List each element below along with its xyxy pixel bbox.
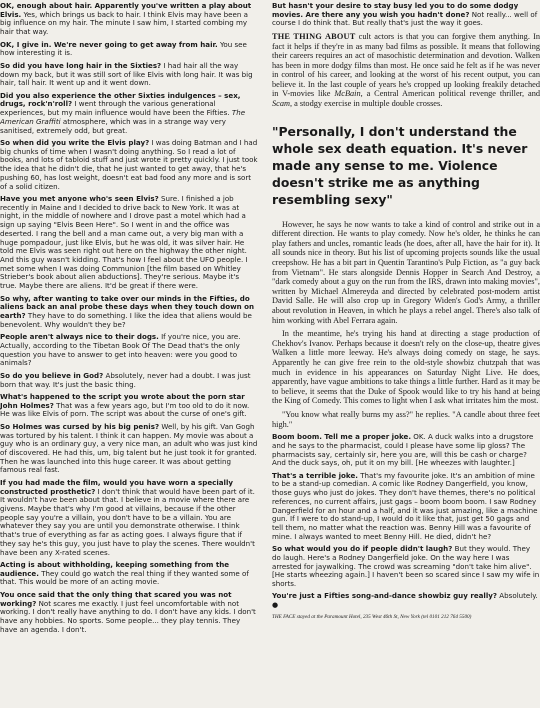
qa-item bbox=[272, 545, 540, 589]
qa-item bbox=[0, 295, 258, 330]
question: So when did you write the Elvis play? bbox=[0, 138, 150, 148]
question: But hasn't your desire to stay busy led you to do some dodgy movies. Are there any you wish you hadn't done? bbox=[272, 1, 519, 19]
qa-item bbox=[0, 372, 258, 389]
question: OK, I give in. We're never going to get away from hair. bbox=[0, 39, 218, 49]
answer: Well, by his gift. Van Gogh was tortured by his talent. I think it can happen. My movie was about a guy who is an ordinary guy, a very nice man, an adult who was just kind of discovered. He had this, um, big talent but he just took it for granted. Then he was launched into this huge career. It was about getting famous real fast. bbox=[0, 421, 258, 475]
answer: OK. A duck walks into a drugstore and he says to the pharmacist, could I please have some lip gloss? The pharmacists say, certainly sir, here you are, will this be cash or charge? And the duck says, oh, put it on my bill. [He wheezes with laughter.] bbox=[272, 432, 534, 468]
qa-item bbox=[0, 195, 258, 291]
qa-item bbox=[0, 92, 258, 136]
question: So what would you do if people didn't laugh? bbox=[272, 544, 453, 554]
answer: Not really... well of course I do think that. But really that's just the way it goes. bbox=[272, 9, 538, 28]
question: Boom boom. Tell me a proper joke. bbox=[272, 432, 412, 442]
right-column bbox=[272, 0, 540, 708]
answer: Absolutely. bbox=[499, 591, 538, 601]
question: People aren't always nice to their dogs. bbox=[0, 332, 159, 342]
body-paragraph bbox=[272, 32, 540, 109]
answer: Absolutely, never had a doubt. I was just born that way. It's just the basic thing. bbox=[0, 370, 251, 389]
paragraph-text: , a Central American political revenge thriller, and bbox=[360, 89, 540, 99]
answer: Sure. I finished a job recently in Maine and I decided to drive back to New York. It was at night, in the middle of nowhere and I drove past a motel which had a sign up saying "Elvis Been Here". So I went in and the office was deserted. I rang the bell and a man came out, a very big man with a huge pompadour, just like Elvis, but he was old, it was silver hair. He told me Elvis was seen right out here on the highway the other night. And this guy wasn't kidding. That's how I feel about the UFO people. I met some when I was doing Communion [the film based on Whitley Strieber's book about alien abductions]. They're serious. Maybe it's true. Maybe there are aliens. It'd be great if there were. bbox=[0, 194, 248, 291]
answer: They have to do something. I like the idea that aliens would be benevolent. Why wouldn't they be? bbox=[0, 310, 252, 329]
paragraph-text: "You know what really burns my ass?" he replies. "A candle about three feet high." bbox=[272, 409, 540, 429]
qa-item bbox=[272, 592, 540, 609]
question: So did you have long hair in the Sixties? bbox=[0, 60, 162, 70]
question: Have you met anyone who's seen Elvis? bbox=[0, 194, 159, 204]
body-paragraph bbox=[272, 410, 540, 429]
qa-item bbox=[0, 561, 258, 587]
answer: They could go watch the real thing if they wanted some of that. This would be more of an acting movie. bbox=[0, 568, 249, 587]
answer: If you're nice, you are. Actually, according to the Tibetan Book Of The Dead that's the only question you have to answer to get into heaven: were you good to animals? bbox=[0, 332, 241, 368]
answer: I went through the various generational experiences, but my main influence would have been the Fifties. bbox=[0, 99, 230, 118]
answer: I was doing Batman and I had big chunks of time when I wasn't doing anything. So I read a lot of books, and lots of tabloid stuff and just wrote it pretty quickly. I just took the idea that he didn't die, that he just wanted to get away, that he's pushing 60, has lost weight, doesn't eat bad food any more and is sort of a solid citizen. bbox=[0, 138, 258, 191]
answer: That was a few years ago, but I'm too old to do it now. He was like Elvis of porn. The script was about the curse of one's gift. bbox=[0, 400, 250, 419]
body-paragraph bbox=[272, 329, 540, 406]
answer: atmosphere, which was in a strange way very sanitised, extremely odd, but great. bbox=[0, 116, 226, 135]
answer: But they would. They do laugh. Here's a Rodney Dangerfield joke. On the way here I was arrested for jaywalking. The crowd was screaming "don't take him alive". [He starts wheezing again.] I haven't been so scared since I saw my wife in shorts. bbox=[272, 544, 540, 588]
qa-item bbox=[0, 393, 258, 419]
answer: You see how interesting it is. bbox=[0, 39, 247, 58]
qa-item bbox=[272, 433, 540, 468]
answer: That's my favourite joke. It's an ambition of mine to be a stand-up comedian. A comic like Rodney Dangerfield, you know, those guys who just do jokes. They don't have themes, there's no political references, no current affairs, just gags – boom boom boom. I saw Rodney Dangerfield for an hour and a half, and it was just amazing, like a machine gun. If I were to do stand-up, I would do it like that, just get 50 gags and tell them, no matter what the reaction was. Benny Hill was a favourite of mine. I always wanted to meet Benny Hill. He died, didn't he? bbox=[272, 470, 538, 541]
hotel-credit: THE FACE stayed at the Paramount Hotel, 235 West 46th St, New York (tel 0101 212 764 5500) bbox=[272, 613, 472, 620]
question: OK, enough about hair. Apparently you've written a play about Elvis. bbox=[0, 1, 252, 19]
question: If you had made the film, would you have worn a specially constructed prosthetic? bbox=[0, 477, 234, 496]
film-title: Scam bbox=[272, 99, 290, 109]
paragraph-text: , a stodgy exercise in multiple double crosses. bbox=[289, 99, 443, 109]
answer: Not scares me exactly. I just feel uncomfortable with not working. I don't really have anything to do. I don't have any kids. I don't have any hobbies. No sports. Some people... they play tennis. They have an agenda. I don't. bbox=[0, 598, 256, 634]
qa-item bbox=[0, 479, 258, 557]
question: Did you also experience the other Sixties indulgences – sex, drugs, rock'n'roll? bbox=[0, 90, 241, 109]
left-column bbox=[0, 0, 262, 708]
qa-item bbox=[0, 2, 258, 37]
film-title: The American Graffiti bbox=[0, 108, 246, 126]
qa-item bbox=[0, 62, 258, 88]
film-title: McBain bbox=[334, 89, 361, 99]
qa-item bbox=[0, 139, 258, 191]
paragraph-text: However, he says he now wants to take a kind of control and strike out in a different direction. He wants to play comedy. Now he's older, he thinks he can play fathers and uncles, romantic leads (he does, after all, have the hair for it). It all sounds nice in theory. But his list of upcoming projects sounds like the usual creepshow. He has a bit part in Quentin Tarantino's Pulp Fiction, as "a guy back from Vietnam". He stars alongside Dennis Hopper in Search And Destroy, a "dark comedy about a guy on the run from the IRS, drawn into making movies", written by Michael Almereyda and directed by celebrated post-modern artist David Salle. He will also crop up in Gregory Widen's God's Army, a thriller about revolution in Heaven, in which he plays a rebel angel. There's also talk of him working with Abel Ferrara again. bbox=[272, 219, 540, 325]
answer: I don't think that would have been part of it. It wouldn't have been about that. I believe in a movie where there are givens. Maybe that's why I'm good at villains, because if the other people say you're a villain, you don't have to be a villain. You are whatever they say you are until you demonstrate otherwise. I think that's true of everything as far as acting goes. I always figure that if they say he's this guy, you just have to play the scenes. There wouldn't have been any X-rated scenes. bbox=[0, 486, 255, 557]
question: Acting is about withholding, keeping something from the audience. bbox=[0, 560, 230, 578]
paragraph-text: cult actors is that you can forgive them anything. In fact it helps if they're in as many bad films as possible. It means that following their careers requires an act of masochistic determination and devotion. Walken has been in more dodgy films than most. He once said he felt as if he was never in control of his career, and looking at the worst of his recent output, you can believe it. In the last couple of years he's cropped up looking freakily detached in V-movies like bbox=[272, 31, 540, 99]
qa-item bbox=[0, 423, 258, 475]
question: So why, after wanting to take over our minds in the Fifties, do aliens back an anal probe these days when they touch down on earth? bbox=[0, 293, 255, 320]
question: What's happened to the script you wrote about the porn star John Holmes? bbox=[0, 392, 245, 410]
qa-item bbox=[272, 2, 540, 28]
paragraph-text: In the meantime, he's trying his hand at directing a stage production of Chekhov's Ivanov. Perhaps because it doesn't rely on the close-up, theatre gives Walken a little more leeway. He's always doing comedy on stage, he says. Apparently he can give free rein to the old-style showbiz chutzpah that was much in evidence in his appearances on Saturday Night Live. He does, apparently, have vague ambitions to take things a little further. Hard as it may be to believe, it seems that the Duke of Spook would like to try his hand at being the King of Comedy. This comes to light when I ask what irritates him the most. bbox=[272, 329, 540, 406]
qa-item bbox=[0, 333, 258, 368]
qa-item bbox=[272, 472, 540, 542]
qa-item bbox=[0, 591, 258, 635]
question: You're just a Fifties song-and-dance showbiz guy really? bbox=[272, 591, 498, 601]
question: You once said that the only thing that scared you was not working? bbox=[0, 589, 232, 608]
answer: Yes, which brings us back to hair. I think Elvis may have been a big influence on my hair. The minute I saw him, I started combing my hair that way. bbox=[0, 9, 249, 37]
question: That's a terrible joke. bbox=[272, 470, 358, 480]
question: So Holmes was cursed by his big penis? bbox=[0, 421, 160, 431]
paragraph-lead-in: THE THING ABOUT bbox=[272, 31, 356, 41]
question: So do you believe in God? bbox=[0, 370, 104, 380]
end-mark: ● bbox=[272, 601, 279, 610]
answer: I had hair all the way down my back, but it was still sort of like Elvis with long hair. It was big hair, tall hair. It went up and it went down. bbox=[0, 60, 253, 88]
qa-item bbox=[0, 41, 258, 58]
pull-quote: "Personally, I don't understand the whole sex death equation. It's never made any sense to me. Violence doesn't strike me as anything resembling sexy" bbox=[272, 123, 528, 207]
body-paragraph bbox=[272, 220, 540, 326]
